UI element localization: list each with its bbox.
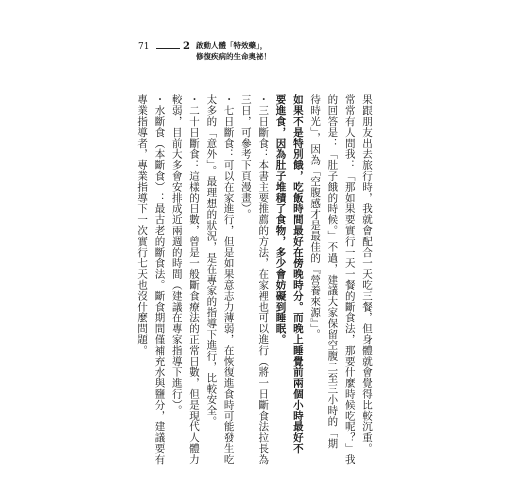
text-column: 如果不是特別餓，吃飯時間最好在傍晚時分。而晚上睡覺前兩個小時最好不	[291, 94, 304, 454]
text-column: 太多的「意外」。最理想的狀況，是在專家的指導下進行，比較安全。	[205, 94, 218, 427]
text-column: 待時光」，因為「空腹感才是最佳的『營養來源』」。	[309, 94, 322, 340]
page-number: 71	[138, 42, 150, 52]
chapter-number: 2	[183, 41, 190, 52]
text-column: 三日，可參考下頁漫畫）。	[239, 94, 252, 220]
header-rule	[156, 48, 180, 49]
text-column: 的回答是：「肚子餓的時候。」不過，建議大家保留空腹二至三小時的「期	[326, 94, 339, 449]
text-column: 果跟朋友出去旅行時，我就會配合一天吃三餐，但身體就會覺得比較沉重。	[361, 94, 373, 454]
body-text	[133, 94, 375, 465]
text-column: 要進食，因為肚子堆積了食物，多少會妨礙到睡眠。	[274, 94, 287, 345]
text-column: 較弱，目前大多會安排成近兩週的時間（建議在專家指導下進行）。	[170, 94, 183, 416]
chapter-title-line1: 啟動人體「特效藥」，	[196, 41, 268, 50]
text-column: 常常有人問我：「那如果要實行一天一餐的斷食法，那要什麼時候吃呢？」我	[343, 94, 356, 465]
text-column: ・七日斷食：可以在家進行，但是如果意志力薄弱，在恢復進食時可能發生吃	[222, 94, 235, 465]
text-column: ・水斷食（本斷食）：最古老的斷食法。斷食期間僅補充水與鹽分，建議要有	[153, 94, 166, 465]
text-column: ・三日斷食：本書主要推薦的方法，在家裡也可以進行（將一日斷食法拉長為	[257, 94, 270, 465]
text-column: ・二十日斷食：這樣的日數，曾是一般斷食療法的正常日數，但是現代人體力	[188, 94, 201, 465]
chapter-title-line2: 修復疾病的生命奧祕！	[196, 52, 271, 61]
text-column: 專業指導者，專業指導下一次實行七天也沒什麼問題。	[136, 94, 149, 356]
